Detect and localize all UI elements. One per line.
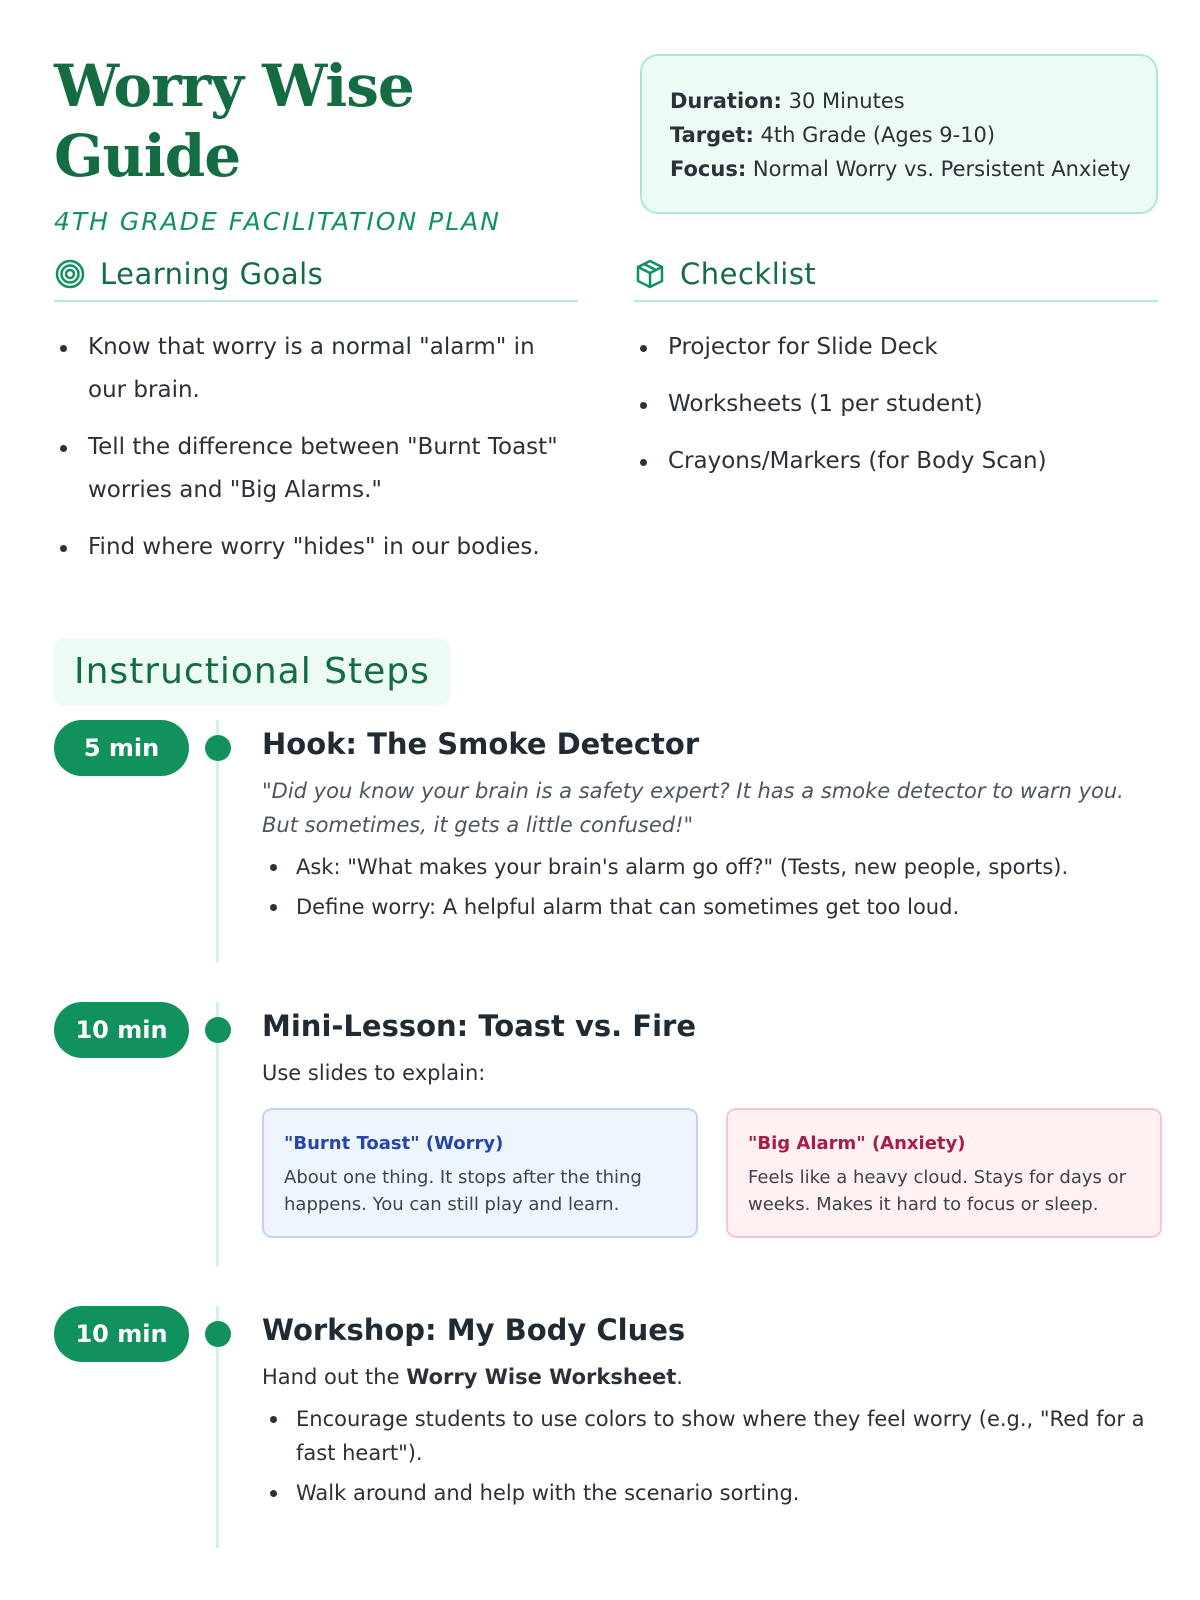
list-item: Encourage students to use colors to show where they feel worry (e.g., "Red for a fast heart"). bbox=[262, 1402, 1162, 1470]
step-title: Workshop: My Body Clues bbox=[262, 1313, 686, 1347]
page-title: Worry Wise Guide bbox=[54, 52, 414, 190]
step-title: Mini-Lesson: Toast vs. Fire bbox=[262, 1009, 696, 1043]
checklist-title: Checklist bbox=[680, 257, 817, 291]
learning-goals-section bbox=[54, 252, 578, 583]
target-label: Target: bbox=[670, 123, 754, 147]
list-item: Worksheets (1 per student) bbox=[634, 383, 1158, 426]
lesson-info-card bbox=[640, 54, 1158, 214]
step-bullets bbox=[262, 1402, 1162, 1510]
list-item: Crayons/Markers (for Body Scan) bbox=[634, 440, 1158, 483]
timeline-dot bbox=[205, 735, 231, 761]
burnt-toast-title: "Burnt Toast" (Worry) bbox=[284, 1133, 504, 1154]
step-intro: Use slides to explain: bbox=[262, 1061, 486, 1085]
list-item: Find where worry "hides" in our bodies. bbox=[54, 526, 578, 569]
burnt-toast-card bbox=[262, 1108, 698, 1238]
target-icon bbox=[54, 258, 86, 290]
duration-value: 30 Minutes bbox=[788, 89, 905, 113]
duration-label: Duration: bbox=[670, 89, 782, 113]
focus-label: Focus: bbox=[670, 157, 747, 181]
learning-goals-title: Learning Goals bbox=[100, 257, 324, 291]
big-alarm-card bbox=[726, 1108, 1162, 1238]
comparison-boxes bbox=[262, 1108, 1162, 1238]
timeline-dot bbox=[205, 1321, 231, 1347]
time-badge: 5 min bbox=[54, 720, 189, 776]
worksheet-name: Worry Wise Worksheet bbox=[406, 1365, 677, 1389]
time-badge: 10 min bbox=[54, 1002, 189, 1058]
step-bullets bbox=[262, 850, 1162, 924]
checklist-section bbox=[634, 252, 1158, 497]
burnt-toast-text: About one thing. It stops after the thing happens. You can still play and learn. bbox=[284, 1167, 642, 1215]
big-alarm-title: "Big Alarm" (Anxiety) bbox=[748, 1133, 966, 1154]
step-content bbox=[262, 1310, 1162, 1516]
focus-row bbox=[670, 152, 1131, 186]
list-item: Projector for Slide Deck bbox=[634, 326, 1158, 369]
list-item: Know that worry is a normal "alarm" in our brain. bbox=[54, 326, 578, 412]
step-intro bbox=[262, 1360, 1162, 1394]
focus-value: Normal Worry vs. Persistent Anxiety bbox=[752, 157, 1131, 181]
checklist-header bbox=[634, 252, 1158, 302]
step-content bbox=[262, 1006, 1162, 1238]
learning-goals-header bbox=[54, 252, 578, 302]
step-content bbox=[262, 724, 1162, 930]
page-subtitle: 4TH GRADE FACILITATION PLAN bbox=[54, 207, 501, 237]
target-row bbox=[670, 118, 1128, 152]
box-icon bbox=[634, 258, 666, 290]
list-item: Tell the difference between "Burnt Toast" worries and "Big Alarms." bbox=[54, 426, 578, 512]
step-quote: "Did you know your brain is a safety expert? It has a smoke detector to warn you. But sometimes, it gets a little confused!" bbox=[262, 779, 1124, 837]
learning-goals-list bbox=[54, 326, 578, 569]
page-header bbox=[54, 52, 594, 236]
duration-row bbox=[670, 84, 1128, 118]
step-title: Hook: The Smoke Detector bbox=[262, 727, 700, 761]
list-item: Define worry: A helpful alarm that can sometimes get too loud. bbox=[262, 890, 1162, 924]
instructional-steps-heading: Instructional Steps bbox=[54, 638, 450, 706]
intro-suffix: . bbox=[676, 1365, 683, 1389]
checklist-list bbox=[634, 326, 1158, 483]
big-alarm-text: Feels like a heavy cloud. Stays for days or weeks. Makes it hard to focus or sleep. bbox=[748, 1167, 1127, 1215]
list-item: Ask: "What makes your brain's alarm go off?" (Tests, new people, sports). bbox=[262, 850, 1162, 884]
target-value: 4th Grade (Ages 9-10) bbox=[760, 123, 996, 147]
timeline-dot bbox=[205, 1017, 231, 1043]
time-badge: 10 min bbox=[54, 1306, 189, 1362]
list-item: Walk around and help with the scenario sorting. bbox=[262, 1476, 1162, 1510]
intro-prefix: Hand out the bbox=[262, 1365, 407, 1389]
